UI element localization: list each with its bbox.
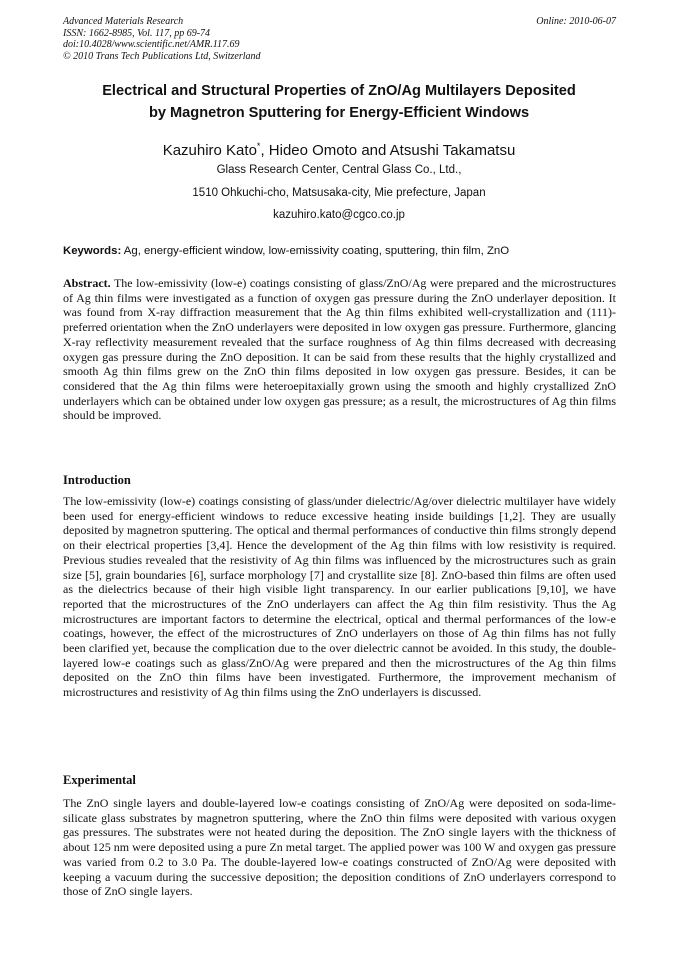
keywords-text: Ag, energy-efficient window, low-emissivity coating, sputtering, thin film, ZnO [123, 245, 510, 257]
corresponding-mark: * [256, 141, 261, 151]
experimental-text: The ZnO single layers and double-layered low-e coatings consisting of ZnO/Ag were deposited on soda-lime-silicate glass substrates by magnetron sputtering, where the ZnO thin films were deposited with various oxygen gas pressures. The substrates were not heated during the deposition. The ZnO single layers with the thickness of about 125 nm were deposited using a pure Zn metal target. The applied power was 100 W and oxygen gas pressure was varied from 0.2 to 3.0 Pa. The double-layered low-e coatings constructed of ZnO/Ag were deposited with keeping a vacuum during the successive deposition; the deposition conditions of ZnO underlayers correspond to those of ZnO single layers. [63, 796, 616, 899]
introduction-text: The low-emissivity (low-e) coatings consisting of glass/under dielectric/Ag/over dielectric multilayer have widely been used for energy-efficient windows to reduce excessive heating inside buildings [1,2]. They are usually deposited by magnetron sputtering. The optical and thermal performances of conductive thin films strongly depend on their electrical properties [3,4]. Hence the development of the Ag thin films with low resistivity is required. Previous studies revealed that the resistivity of Ag thin films was influenced by the microstructures such as grain size [5], grain boundaries [6], surface morphology [7] and crystallite size [8]. ZnO-based thin films are often used as the dielectrics because of their high visible light transparency. In our earlier publications [9,10], we have reported that the microstructures of the ZnO underlayers can affect the Ag thin film resistivity. Thus the Ag microstructures are important factors to determine the electrical, optical and thermal performances of the low-e coatings, however, the effect of the microstructures of ZnO underlayers on those of Ag thin films has not fully been clarified yet, because the complication due to the over dielectric cannot be avoided. In this study, the double-layered low-e coatings such as glass/ZnO/Ag were prepared and then the microstructures of the Ag thin films deposited on the ZnO thin films have been investigated. Furthermore, the improvement mechanism of microstructures and resistivity of Ag thin films using the ZnO underlayers is discussed. [63, 494, 616, 700]
first-author: Kazuhiro Kato [162, 142, 257, 159]
keywords-label: Keywords: [63, 245, 122, 257]
keywords [63, 244, 623, 258]
doi-line: doi:10.4028/www.scientific.net/AMR.117.69 [63, 39, 240, 50]
online-date: Online: 2010-06-07 [536, 16, 616, 27]
title-line-2: by Magnetron Sputtering for Energy-Efficient Windows [148, 105, 530, 121]
title-line-1: Electrical and Structural Properties of ZnO/Ag Multilayers Deposited [102, 83, 576, 99]
copyright-line: © 2010 Trans Tech Publications Ltd, Switzerland [63, 50, 261, 62]
affiliation-address: 1510 Ohkuchi-cho, Matsusaka-city, Mie prefecture, Japan [192, 187, 486, 199]
experimental-heading: Experimental [63, 773, 136, 787]
author-email[interactable]: kazuhiro.kato@cgco.co.jp [273, 209, 405, 221]
abstract-text: The low-emissivity (low-e) coatings consisting of glass/ZnO/Ag were prepared and the microstructures of Ag thin films were investigated as a function of oxygen gas pressure during the ZnO underlayer deposition. It was found from X-ray diffraction measurement that the Ag thin films exhibited well-crystallization and (111)-preferred orientation when the ZnO underlayers were deposited in low oxygen gas pressure. Furthermore, glancing X-ray reflectivity measurement revealed that the surface roughness of Ag thin films decreased with decreasing oxygen gas pressure during the ZnO deposition. It can be said from these results that the highly crystallized and smooth Ag thin films grew on the ZnO thin films deposited in low oxygen gas pressure. Besides, it can be considered that the Ag thin films were heteroepitaxially grown using the smooth and highly crystallized ZnO underlayers which can be obtained under low oxygen gas pressure; as a result, the microstructures of Ag thin films should be improved. [63, 276, 616, 423]
abstract [63, 276, 616, 423]
author-list [40, 136, 638, 161]
introduction-heading: Introduction [63, 473, 131, 487]
affiliation-org: Glass Research Center, Central Glass Co., Ltd., [216, 164, 462, 176]
other-authors: , Hideo Omoto and Atsushi Takamatsu [260, 142, 516, 159]
issn-line: ISSN: 1662-8985, Vol. 117, pp 69-74 [63, 27, 211, 39]
journal-name: Advanced Materials Research [63, 16, 184, 27]
paper-title [48, 80, 630, 124]
abstract-label: Abstract. [63, 276, 111, 290]
journal-header [63, 16, 616, 62]
